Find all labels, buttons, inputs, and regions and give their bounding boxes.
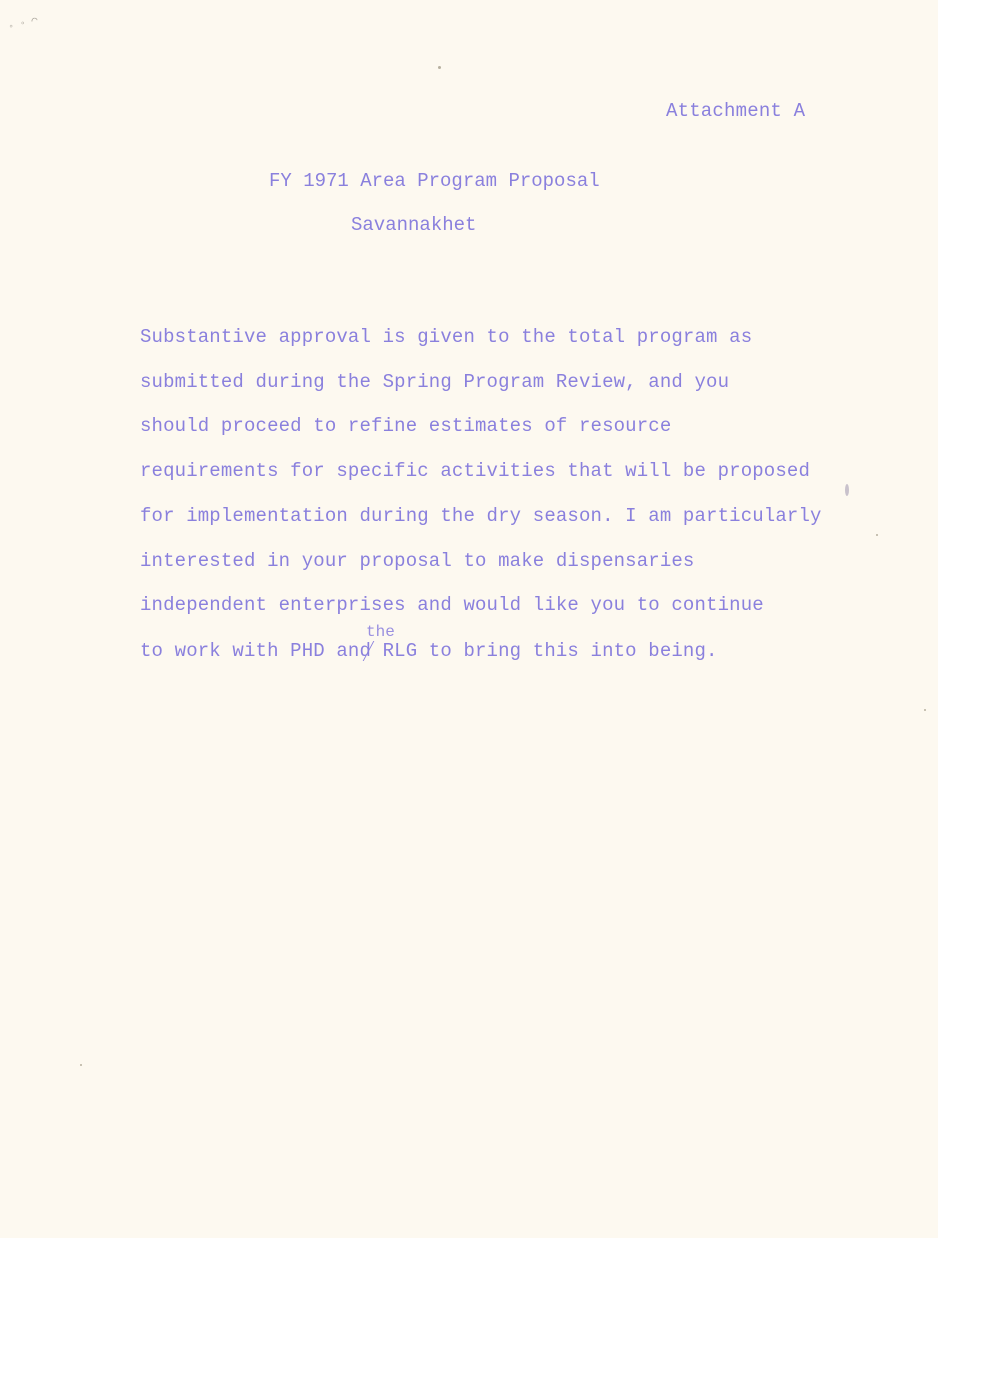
paper-speck bbox=[876, 534, 878, 536]
body-line: for implementation during the dry season. I am particularly bbox=[140, 505, 822, 527]
body-line: should proceed to refine estimates of resource bbox=[140, 415, 672, 437]
paper-speck bbox=[924, 709, 926, 711]
body-line: to work with PHD and RLG to bring this into being. bbox=[140, 640, 718, 662]
paper-speck bbox=[438, 66, 441, 69]
body-line: interested in your proposal to make dispensaries bbox=[140, 550, 695, 572]
body-line: requirements for specific activities that will be proposed bbox=[140, 460, 811, 482]
document-title: FY 1971 Area Program Proposal bbox=[269, 170, 600, 192]
body-line: independent enterprises and would like you to continue bbox=[140, 594, 764, 616]
corner-scribble: ◦ ◦ ⌒ bbox=[7, 15, 40, 34]
handwritten-insertion: the bbox=[366, 623, 395, 641]
attachment-label: Attachment A bbox=[666, 100, 806, 122]
document-subtitle: Savannakhet bbox=[351, 214, 477, 236]
paper-speck bbox=[845, 484, 849, 496]
body-line: Substantive approval is given to the total program as bbox=[140, 326, 753, 348]
paper-speck bbox=[80, 1064, 82, 1066]
body-line: submitted during the Spring Program Review, and you bbox=[140, 371, 730, 393]
